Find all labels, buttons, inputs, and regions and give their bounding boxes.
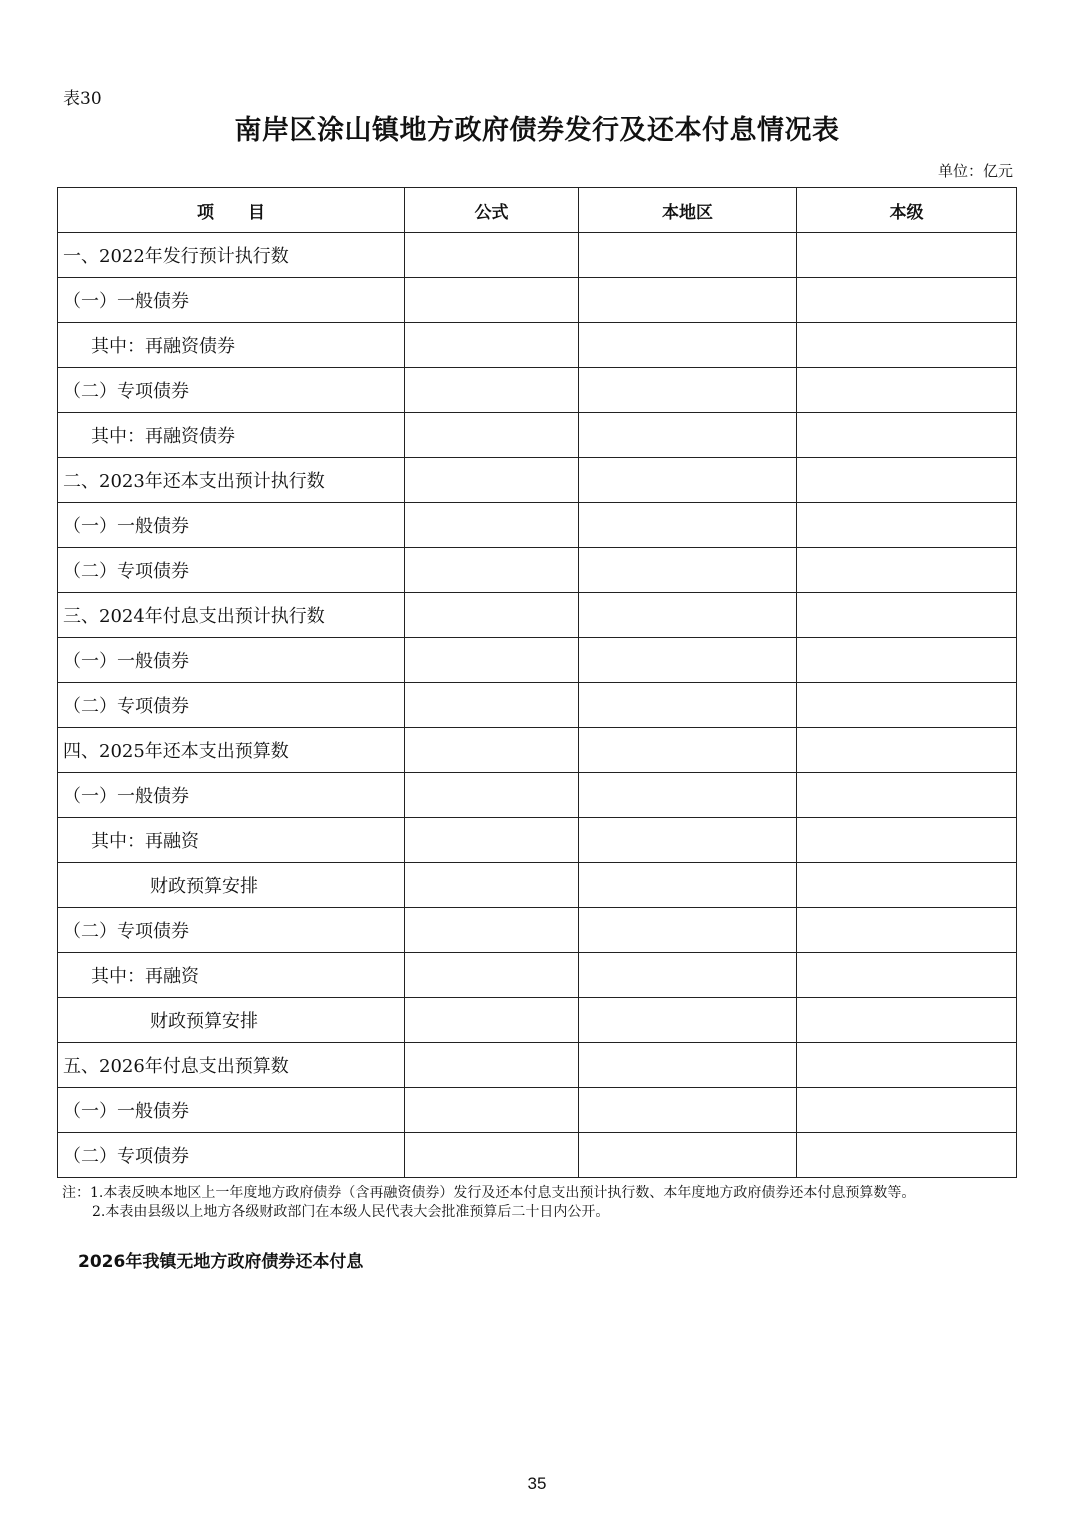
row-label: （二）专项债券 (58, 548, 405, 593)
cell-level (797, 728, 1017, 773)
cell-formula (405, 773, 579, 818)
cell-formula (405, 503, 579, 548)
header-formula: 公式 (405, 188, 579, 233)
cell-formula (405, 548, 579, 593)
row-label: （二）专项债券 (58, 908, 405, 953)
footnote-1: 注：1.本表反映本地区上一年度地方政府债券（含再融资债券）发行及还本付息支出预计执行数、本年度地方政府债券还本付息预算数等。 (62, 1185, 916, 1201)
cell-level (797, 953, 1017, 998)
cell-level (797, 638, 1017, 683)
table-row (58, 1133, 1017, 1178)
row-label: 五、2026年付息支出预算数 (58, 1043, 405, 1088)
row-label: （一）一般债券 (58, 638, 405, 683)
cell-region (579, 1133, 797, 1178)
cell-region (579, 863, 797, 908)
table-row (58, 503, 1017, 548)
cell-formula (405, 368, 579, 413)
header-region: 本地区 (579, 188, 797, 233)
cell-level (797, 1043, 1017, 1088)
cell-level (797, 413, 1017, 458)
cell-region (579, 593, 797, 638)
cell-level (797, 278, 1017, 323)
table-row (58, 773, 1017, 818)
cell-formula (405, 998, 579, 1043)
table-row (58, 683, 1017, 728)
row-label: 其中：再融资 (58, 818, 405, 863)
row-label: 一、2022年发行预计执行数 (58, 233, 405, 278)
cell-formula (405, 863, 579, 908)
row-label: 二、2023年还本支出预计执行数 (58, 458, 405, 503)
table-row (58, 548, 1017, 593)
cell-formula (405, 728, 579, 773)
cell-level (797, 593, 1017, 638)
cell-level (797, 548, 1017, 593)
page-title: 南岸区涂山镇地方政府债券发行及还本付息情况表 (234, 115, 840, 146)
cell-level (797, 368, 1017, 413)
row-label: （二）专项债券 (58, 683, 405, 728)
table-row (58, 1043, 1017, 1088)
table-row (58, 233, 1017, 278)
cell-region (579, 908, 797, 953)
table-row (58, 323, 1017, 368)
cell-region (579, 503, 797, 548)
header-item: 项 目 (58, 188, 405, 233)
cell-region (579, 998, 797, 1043)
cell-level (797, 863, 1017, 908)
cell-region (579, 683, 797, 728)
table-row (58, 728, 1017, 773)
cell-level (797, 818, 1017, 863)
table-row (58, 413, 1017, 458)
row-label: 其中：再融资债券 (58, 413, 405, 458)
table-row (58, 908, 1017, 953)
cell-formula (405, 638, 579, 683)
cell-region (579, 458, 797, 503)
row-label: （一）一般债券 (58, 773, 405, 818)
cell-region (579, 728, 797, 773)
table-row (58, 863, 1017, 908)
cell-region (579, 368, 797, 413)
page-number: 35 (527, 1474, 547, 1493)
cell-level (797, 1133, 1017, 1178)
cell-level (797, 908, 1017, 953)
row-label: （一）一般债券 (58, 1088, 405, 1133)
cell-region (579, 548, 797, 593)
remark-text: 2026年我镇无地方政府债券还本付息 (78, 1252, 364, 1272)
cell-level (797, 458, 1017, 503)
cell-formula (405, 683, 579, 728)
table-row (58, 458, 1017, 503)
cell-level (797, 773, 1017, 818)
cell-level (797, 323, 1017, 368)
cell-region (579, 278, 797, 323)
cell-region (579, 638, 797, 683)
row-label: （一）一般债券 (58, 503, 405, 548)
cell-formula (405, 233, 579, 278)
table-row (58, 278, 1017, 323)
cell-region (579, 953, 797, 998)
header-level: 本级 (797, 188, 1017, 233)
table-row (58, 998, 1017, 1043)
cell-level (797, 503, 1017, 548)
cell-region (579, 773, 797, 818)
footnotes (62, 1184, 1012, 1222)
unit-label: 单位：亿元 (937, 162, 1013, 180)
row-label: 四、2025年还本支出预算数 (58, 728, 405, 773)
table-row (58, 593, 1017, 638)
cell-formula (405, 1133, 579, 1178)
cell-level (797, 683, 1017, 728)
cell-region (579, 413, 797, 458)
row-label: 其中：再融资债券 (58, 323, 405, 368)
cell-region (579, 818, 797, 863)
cell-region (579, 1043, 797, 1088)
row-label: 其中：再融资 (58, 953, 405, 998)
table-number: 表30 (63, 89, 102, 109)
cell-region (579, 233, 797, 278)
cell-level (797, 233, 1017, 278)
row-label: 三、2024年付息支出预计执行数 (58, 593, 405, 638)
table-row (58, 953, 1017, 998)
footnote-2: 2.本表由县级以上地方各级财政部门在本级人民代表大会批准预算后二十日内公开。 (92, 1204, 610, 1220)
cell-formula (405, 818, 579, 863)
cell-formula (405, 278, 579, 323)
row-label: （二）专项债券 (58, 1133, 405, 1178)
table-row (58, 638, 1017, 683)
debt-table (57, 187, 1017, 1178)
row-label: 财政预算安排 (58, 998, 405, 1043)
cell-region (579, 1088, 797, 1133)
cell-formula (405, 1043, 579, 1088)
table-row (58, 368, 1017, 413)
table-row (58, 1088, 1017, 1133)
cell-formula (405, 593, 579, 638)
cell-formula (405, 458, 579, 503)
cell-formula (405, 413, 579, 458)
cell-level (797, 1088, 1017, 1133)
cell-formula (405, 908, 579, 953)
table-row (58, 818, 1017, 863)
cell-region (579, 323, 797, 368)
row-label: （二）专项债券 (58, 368, 405, 413)
cell-formula (405, 323, 579, 368)
table-header-row (58, 188, 1017, 233)
row-label: （一）一般债券 (58, 278, 405, 323)
row-label: 财政预算安排 (58, 863, 405, 908)
cell-formula (405, 953, 579, 998)
cell-formula (405, 1088, 579, 1133)
cell-level (797, 998, 1017, 1043)
